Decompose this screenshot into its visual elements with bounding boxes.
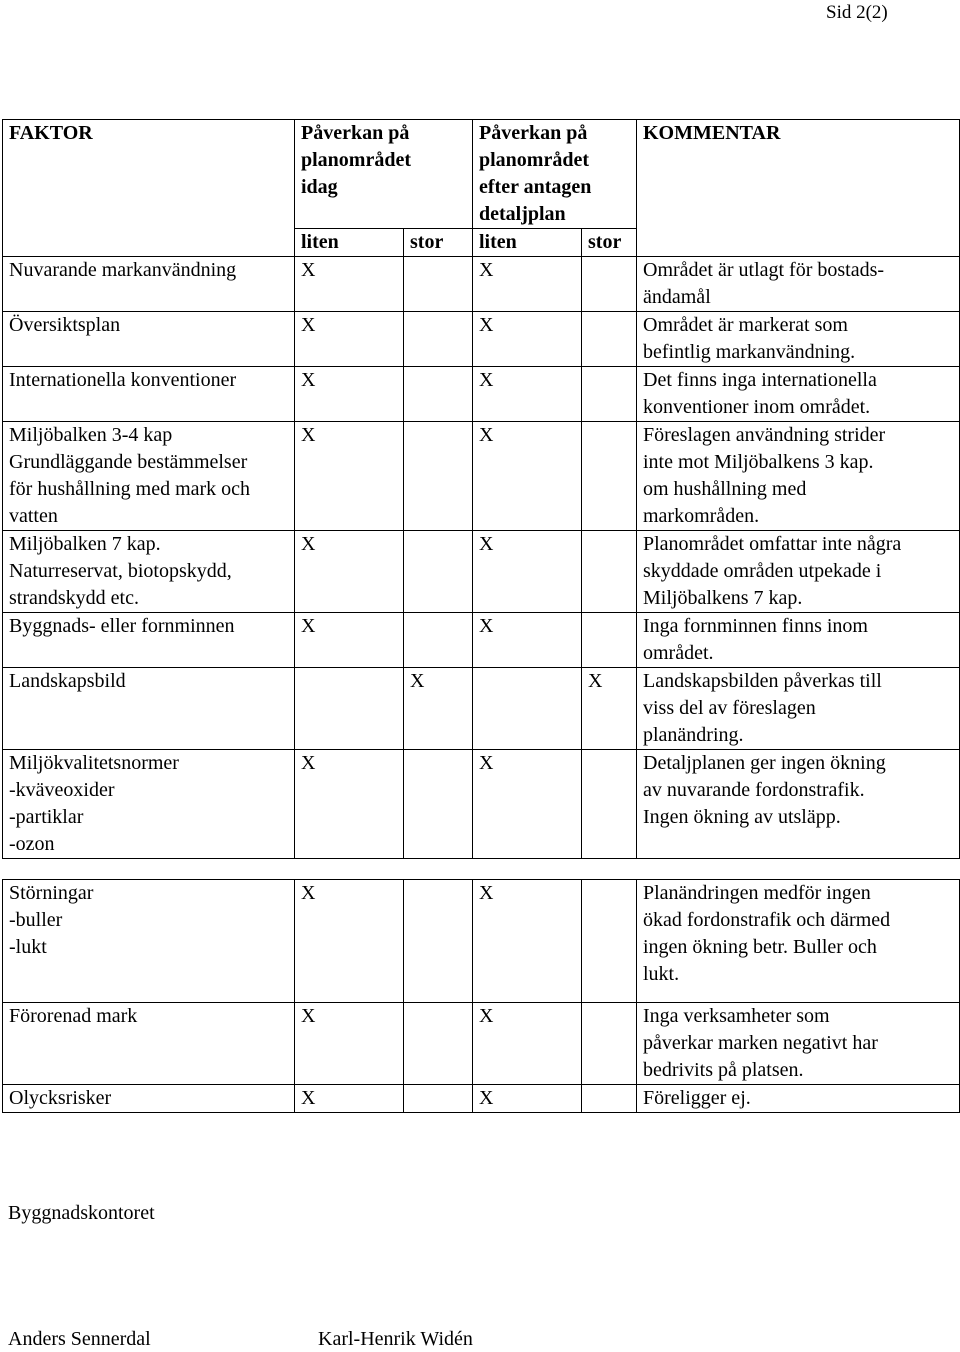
mark-cell-today-liten: X bbox=[295, 1003, 404, 1085]
subheader-liten-after: liten bbox=[473, 229, 582, 257]
comment-cell: Planområdet omfattar inte några skyddade områden utpekade i Miljöbalkens 7 kap. bbox=[637, 531, 960, 613]
factor-cell: Landskapsbild bbox=[3, 668, 295, 750]
mark-cell-after-stor bbox=[582, 257, 637, 312]
mark-cell-after-liten: X bbox=[473, 312, 582, 367]
mark-cell-after-stor bbox=[582, 422, 637, 531]
mark-cell-after-stor bbox=[582, 312, 637, 367]
mark-cell-today-stor bbox=[404, 367, 473, 422]
mark-cell-after-liten: X bbox=[473, 750, 582, 859]
mark-cell-today-liten: X bbox=[295, 613, 404, 668]
factor-cell: Miljöbalken 7 kap. Naturreservat, biotopskydd, strandskydd etc. bbox=[3, 531, 295, 613]
table-row bbox=[3, 531, 960, 613]
table-row bbox=[3, 1085, 960, 1113]
factor-cell: Förorenad mark bbox=[3, 1003, 295, 1085]
table-row bbox=[3, 367, 960, 422]
mark-cell-after-liten: X bbox=[473, 257, 582, 312]
mark-cell-after-stor bbox=[582, 880, 637, 1003]
comment-cell: Det finns inga internationella konventioner inom området. bbox=[637, 367, 960, 422]
comment-cell: Föreslagen användning strider inte mot Miljöbalkens 3 kap. om hushållning med markområden. bbox=[637, 422, 960, 531]
mark-cell-today-stor bbox=[404, 880, 473, 1003]
comment-cell: Detaljplanen ger ingen ökning av nuvarande fordonstrafik. Ingen ökning av utsläpp. bbox=[637, 750, 960, 859]
signatory-2: Karl-Henrik Widén bbox=[318, 1328, 473, 1350]
mark-cell-today-stor bbox=[404, 1085, 473, 1113]
comment-cell: Föreligger ej. bbox=[637, 1085, 960, 1113]
factor-cell: Miljöbalken 3-4 kap Grundläggande bestämmelser för hushållning med mark och vatten bbox=[3, 422, 295, 531]
comment-cell: Inga fornminnen finns inom området. bbox=[637, 613, 960, 668]
mark-cell-after-liten: X bbox=[473, 613, 582, 668]
mark-cell-after-liten: X bbox=[473, 367, 582, 422]
factor-cell: Olycksrisker bbox=[3, 1085, 295, 1113]
factor-cell: Byggnads- eller fornminnen bbox=[3, 613, 295, 668]
header-impact-after: Påverkan på planområdet efter antagen detaljplan bbox=[473, 120, 637, 229]
mark-cell-after-liten: X bbox=[473, 1003, 582, 1085]
mark-cell-after-liten: X bbox=[473, 1085, 582, 1113]
office-name: Byggnadskontoret bbox=[8, 1202, 155, 1224]
mark-cell-today-liten bbox=[295, 668, 404, 750]
factor-cell: Nuvarande markanvändning bbox=[3, 257, 295, 312]
mark-cell-after-liten: X bbox=[473, 880, 582, 1003]
mark-cell-today-stor bbox=[404, 531, 473, 613]
mark-cell-after-liten: X bbox=[473, 531, 582, 613]
table-row bbox=[3, 422, 960, 531]
table-row bbox=[3, 613, 960, 668]
comment-cell: Inga verksamheter som påverkar marken negativt har bedrivits på platsen. bbox=[637, 1003, 960, 1085]
table-row bbox=[3, 1003, 960, 1085]
mark-cell-today-liten: X bbox=[295, 367, 404, 422]
mark-cell-today-stor: X bbox=[404, 668, 473, 750]
signatory-1: Anders Sennerdal bbox=[8, 1328, 151, 1350]
mark-cell-after-stor bbox=[582, 1003, 637, 1085]
factor-cell: Störningar -buller -lukt bbox=[3, 880, 295, 1003]
factor-cell: Miljökvalitetsnormer -kväveoxider -partiklar -ozon bbox=[3, 750, 295, 859]
mark-cell-today-stor bbox=[404, 312, 473, 367]
comment-cell: Planändringen medför ingen ökad fordonstrafik och därmed ingen ökning betr. Buller och lukt. bbox=[637, 880, 960, 1003]
table-row bbox=[3, 312, 960, 367]
mark-cell-today-stor bbox=[404, 257, 473, 312]
mark-cell-today-stor bbox=[404, 750, 473, 859]
mark-cell-today-liten: X bbox=[295, 312, 404, 367]
mark-cell-after-stor: X bbox=[582, 668, 637, 750]
mark-cell-after-stor bbox=[582, 613, 637, 668]
subheader-liten-today: liten bbox=[295, 229, 404, 257]
header-impact-today: Påverkan på planområdet idag bbox=[295, 120, 473, 229]
mark-cell-today-stor bbox=[404, 1003, 473, 1085]
page-number: Sid 2(2) bbox=[826, 2, 888, 23]
mark-cell-today-liten: X bbox=[295, 1085, 404, 1113]
mark-cell-after-stor bbox=[582, 367, 637, 422]
header-kommentar: KOMMENTAR bbox=[637, 120, 960, 257]
mark-cell-today-liten: X bbox=[295, 257, 404, 312]
mark-cell-after-stor bbox=[582, 531, 637, 613]
mark-cell-after-liten: X bbox=[473, 422, 582, 531]
mark-cell-today-liten: X bbox=[295, 750, 404, 859]
table-row bbox=[3, 668, 960, 750]
mark-cell-today-liten: X bbox=[295, 880, 404, 1003]
header-faktor: FAKTOR bbox=[3, 120, 295, 257]
subheader-stor-today: stor bbox=[404, 229, 473, 257]
mark-cell-today-liten: X bbox=[295, 531, 404, 613]
comment-cell: Området är markerat som befintlig markanvändning. bbox=[637, 312, 960, 367]
mark-cell-today-liten: X bbox=[295, 422, 404, 531]
factor-cell: Internationella konventioner bbox=[3, 367, 295, 422]
table-row bbox=[3, 750, 960, 859]
table-gap bbox=[3, 859, 960, 880]
mark-cell-after-liten bbox=[473, 668, 582, 750]
mark-cell-after-stor bbox=[582, 1085, 637, 1113]
factor-table bbox=[2, 119, 960, 1113]
table-row bbox=[3, 257, 960, 312]
comment-cell: Området är utlagt för bostads- ändamål bbox=[637, 257, 960, 312]
subheader-stor-after: stor bbox=[582, 229, 637, 257]
mark-cell-today-stor bbox=[404, 613, 473, 668]
mark-cell-today-stor bbox=[404, 422, 473, 531]
table-row bbox=[3, 880, 960, 1003]
mark-cell-after-stor bbox=[582, 750, 637, 859]
comment-cell: Landskapsbilden påverkas till viss del av föreslagen planändring. bbox=[637, 668, 960, 750]
factor-cell: Översiktsplan bbox=[3, 312, 295, 367]
